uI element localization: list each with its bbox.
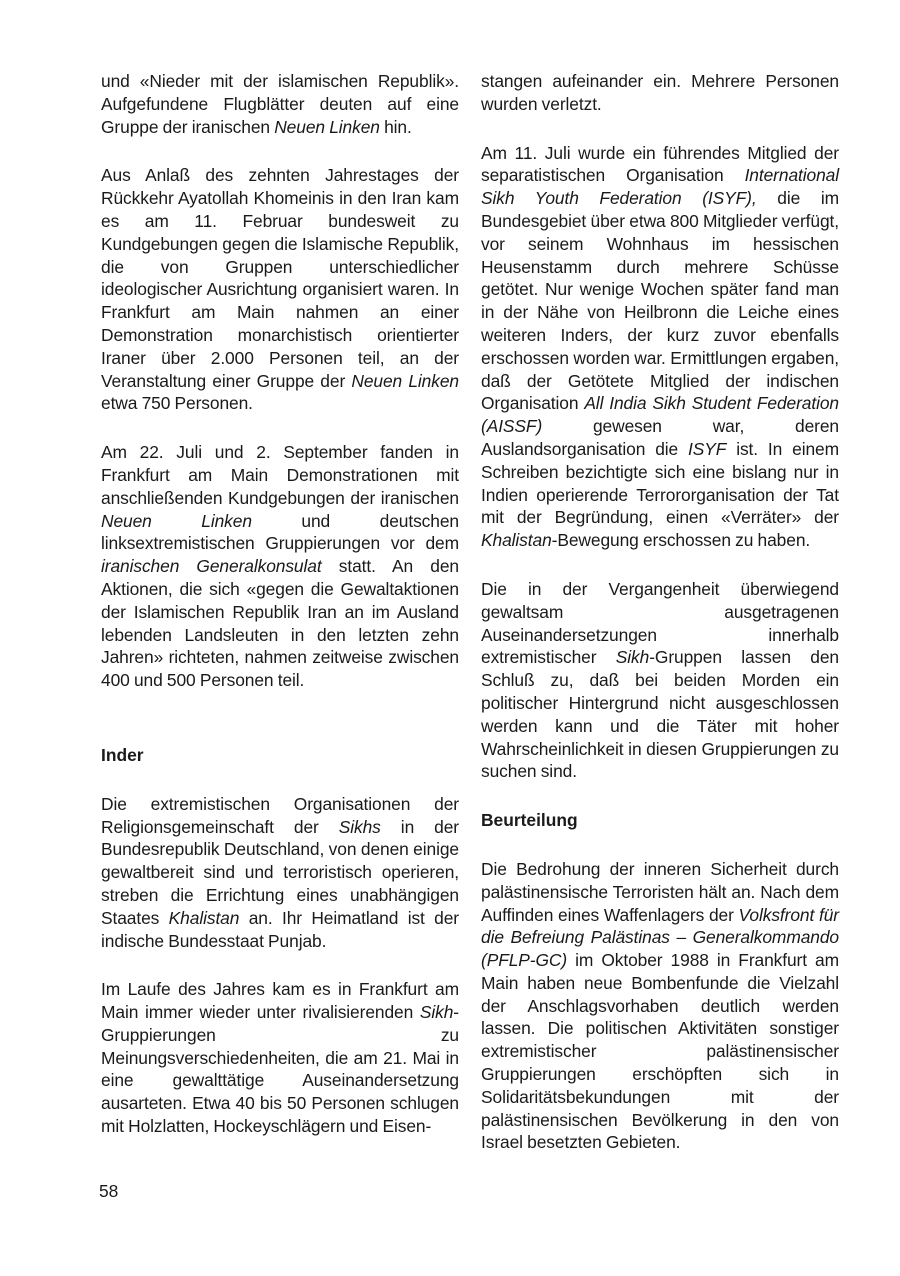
italic-term: Neuen Linken [101,510,252,531]
italic-term: Khalistan [168,907,240,928]
italic-term: Khalistan [481,530,552,551]
paragraph: Die in der Vergangenheit überwiegend gewaltsam ausgetragenen Auseinandersetzungen innerhalb extremistischer Sikh-Gruppen lassen den Schluß zu, daß bei beiden Morden ein politischer Hintergrund nicht ausgeschlossen werden kann und die Täter mit hoher Wahrscheinlichkeit in diesen Gruppierungen zu suchen sind. [481,578,839,782]
paragraph: Die Bedrohung der inneren Sicherheit durch palästinensische Terroristen hält an. Nach dem Auffinden eines Waffenlagers der Volksfront für die Befreiung Palästinas – Generalkommando (PFLP-GC) im Oktober 1988 in Frankfurt am Main haben neue Bombenfunde die Vielzahl der Anschlagsvorhaben deutlich werden lassen. Die politischen Aktivitäten sonstiger extremistischer palästinensischer Gruppierungen erschöpften sich in Solidaritätsbekundungen mit der palästinensischen Bevölkerung in den von Israel besetzten Gebieten. [481,858,839,1153]
right-column [481,70,839,1180]
paragraph: Aus Anlaß des zehnten Jahrestages der Rückkehr Ayatollah Khomeinis in den Iran kam es am 11. Februar bundesweit zu Kundgebungen gegen die Islamische Republik, die von Gruppen unterschiedlicher ideologischer Ausrichtung organisiert waren. In Frankfurt am Main nahmen an einer Demonstration monarchistisch orientierter Iraner über 2.000 Personen teil, an der Veranstaltung einer Gruppe der Neuen Linken etwa 750 Personen. [101,165,459,414]
section-heading-beurteilung: Beurteilung [481,810,578,831]
paragraph: Im Laufe des Jahres kam es in Frankfurt am Main immer wieder unter rivalisierenden Sikh-Gruppierungen zu Meinungsverschiedenheiten, die am 21. Mai in eine gewalttätige Auseinandersetzung ausarteten. Etwa 40 bis 50 Personen schlugen mit Holzlatten, Hockeyschlägern und Eisen- [101,979,459,1137]
italic-term: International Sikh Youth Federation (ISYF), [481,165,839,209]
italic-term: All India Sikh Student Federation (AISSF) [481,393,839,437]
italic-term: iranischen Generalkonsulat [101,556,322,577]
paragraph: und «Nieder mit der islamischen Republik». Aufgefundene Flugblätter deuten auf eine Gruppe der iranischen Neuen Linken hin. [101,71,459,137]
paragraph: Die extremistischen Organisationen der Religionsgemeinschaft der Sikhs in der Bundesrepublik Deutschland, von denen einige gewaltbereit sind und terroristisch operieren, streben die Errichtung eines unabhängigen Staates Khalistan an. Ihr Heimatland ist der indische Bundesstaat Punjab. [101,793,460,951]
italic-term: ISYF [688,438,727,459]
section-heading-inder: Inder [101,744,144,765]
italic-term: Sikh [615,647,650,668]
page-number: 58 [99,1181,119,1201]
left-column [101,70,459,1164]
italic-term: Sikhs [338,816,381,837]
italic-term: Neuen Linken [274,116,380,137]
paragraph: Am 11. Juli wurde ein führendes Mitglied der separatistischen Organisation International Sikh Youth Federation (ISYF), die im Bundesgebiet über etwa 800 Mitglieder verfügt, vor seinem Wohnhaus im hessischen Heusenstamm durch mehrere Schüsse getötet. Nur wenige Wochen später fand man in der Nähe von Heilbronn die Leiche eines weiteren Inders, der kurz zuvor ebenfalls erschossen worden war. Ermittlungen ergaben, daß der Getötete Mitglied der indischen Organisation All India Sikh Student Federation (AISSF) gewesen war, deren Auslandsorganisation die ISYF ist. In einem Schreiben bezichtigte sich eine bislang nur in Indien operierende Terrororganisation der Tat mit der Begründung, einen «Verräter» der Khalistan-Bewegung erschossen zu haben. [481,142,839,551]
paragraph: Am 22. Juli und 2. September fanden in Frankfurt am Main Demonstrationen mit anschließenden Kundgebungen der iranischen Neuen Linken und deutschen linksextremistischen Gruppierungen vor dem iranischen Generalkonsulat statt. An den Aktionen, die sich «gegen die Gewaltaktionen der Islamischen Republik Iran an im Ausland lebenden Landsleuten in den letzten zehn Jahren» richteten, nahmen zeitweise zwischen 400 und 500 Personen teil. [101,442,459,691]
paragraph: stangen aufeinander ein. Mehrere Personen wurden verletzt. [481,71,839,114]
italic-term: Volksfront für die Befreiung Palästinas – Generalkommando (PFLP-GC) [481,904,839,971]
italic-term: Neuen Linken [351,370,459,391]
italic-term: Sikh [419,1002,454,1023]
